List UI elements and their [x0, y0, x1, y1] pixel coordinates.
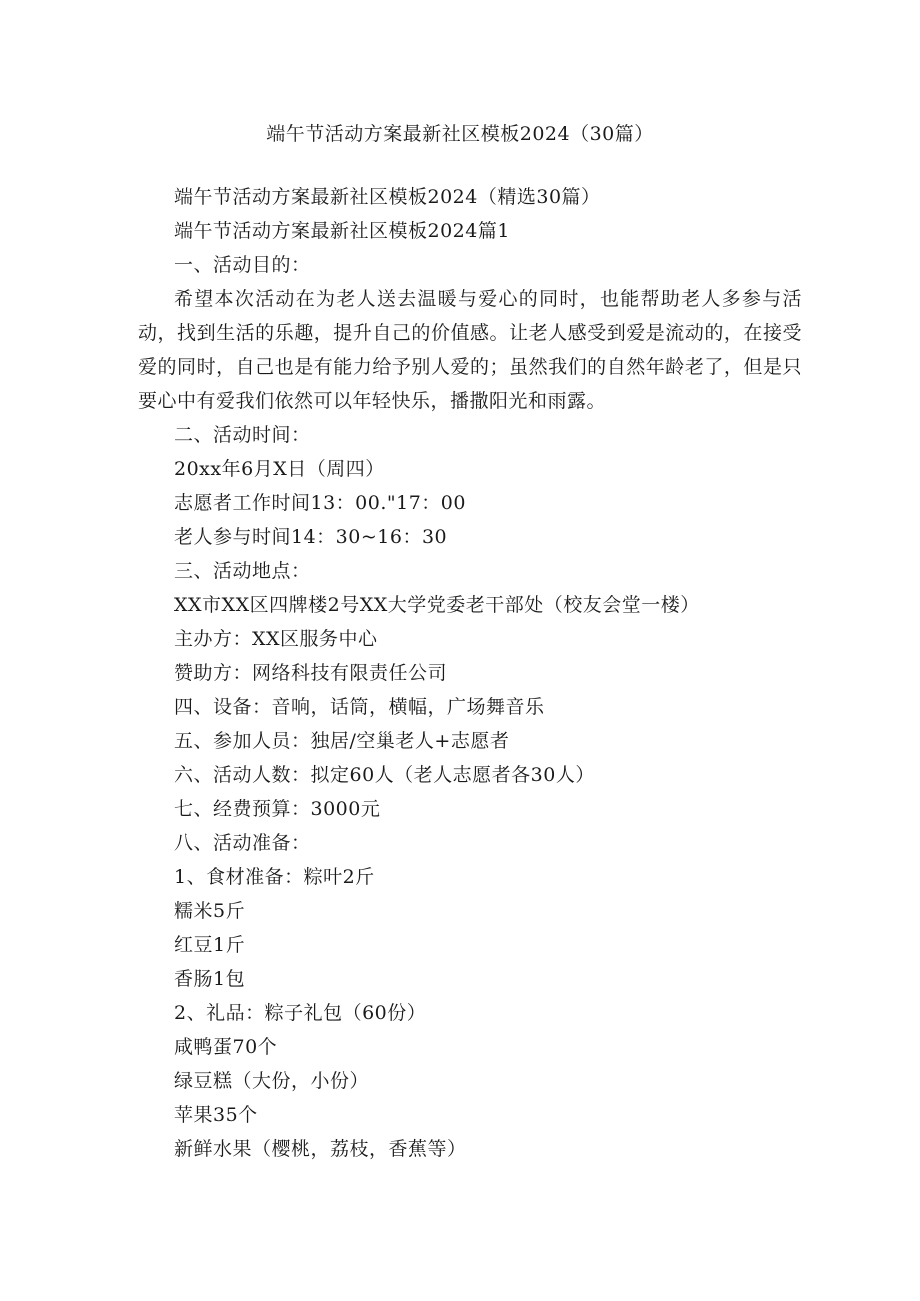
- text-line: 老人参与时间14：30~16：30: [174, 526, 448, 548]
- section-heading: 二、活动时间：: [174, 424, 311, 446]
- section-heading: 六、活动人数：拟定60人（老人志愿者各30人）: [174, 764, 595, 786]
- list-item: 糯米5斤: [174, 900, 246, 922]
- list-item: 2、礼品：粽子礼包（60份）: [174, 1002, 427, 1024]
- list-item: 咸鸭蛋70个: [174, 1036, 278, 1058]
- document-body: [138, 180, 802, 1166]
- section-heading: 一、活动目的：: [174, 254, 311, 276]
- purpose-paragraph: 希望本次活动在为老人送去温暖与爱心的同时，也能帮助老人多参与活动，找到生活的乐趣，提升自己的价值感。让老人感受到爱是流动的，在接受爱的同时，自己也是有能力给予别人爱的；虽然我们的自然年龄老了，但是只要心中有爱我们依然可以年轻快乐，播撒阳光和雨露。: [138, 288, 802, 412]
- section-heading: 四、设备：音响，话筒，横幅，广场舞音乐: [174, 696, 545, 718]
- list-item: 1、食材准备：粽叶2斤: [174, 866, 375, 888]
- text-line: 赞助方：网络科技有限责任公司: [174, 662, 448, 684]
- list-item: 香肠1包: [174, 968, 246, 990]
- text-line: 端午节活动方案最新社区模板2024（精选30篇）: [174, 186, 601, 208]
- text-line: 端午节活动方案最新社区模板2024篇1: [174, 220, 510, 242]
- text-line: 志愿者工作时间13：00."17：00: [174, 492, 466, 514]
- section-heading: 八、活动准备：: [174, 832, 311, 854]
- section-heading: 三、活动地点：: [174, 560, 311, 582]
- list-item: 红豆1斤: [174, 934, 246, 956]
- section-heading: 七、经费预算：3000元: [174, 798, 381, 820]
- text-line: 20xx年6月X日（周四）: [174, 458, 385, 480]
- text-line: 主办方：XX区服务中心: [174, 628, 378, 650]
- section-heading: 五、参加人员：独居/空巢老人+志愿者: [174, 730, 510, 752]
- list-item: 苹果35个: [174, 1104, 258, 1126]
- document-title: 端午节活动方案最新社区模板2024（30篇）: [266, 123, 654, 145]
- list-item: 新鲜水果（樱桃，荔枝，香蕉等）: [174, 1138, 467, 1160]
- text-line: XX市XX区四牌楼2号XX大学党委老干部处（校友会堂一楼）: [174, 594, 700, 616]
- list-item: 绿豆糕（大份，小份）: [174, 1070, 370, 1092]
